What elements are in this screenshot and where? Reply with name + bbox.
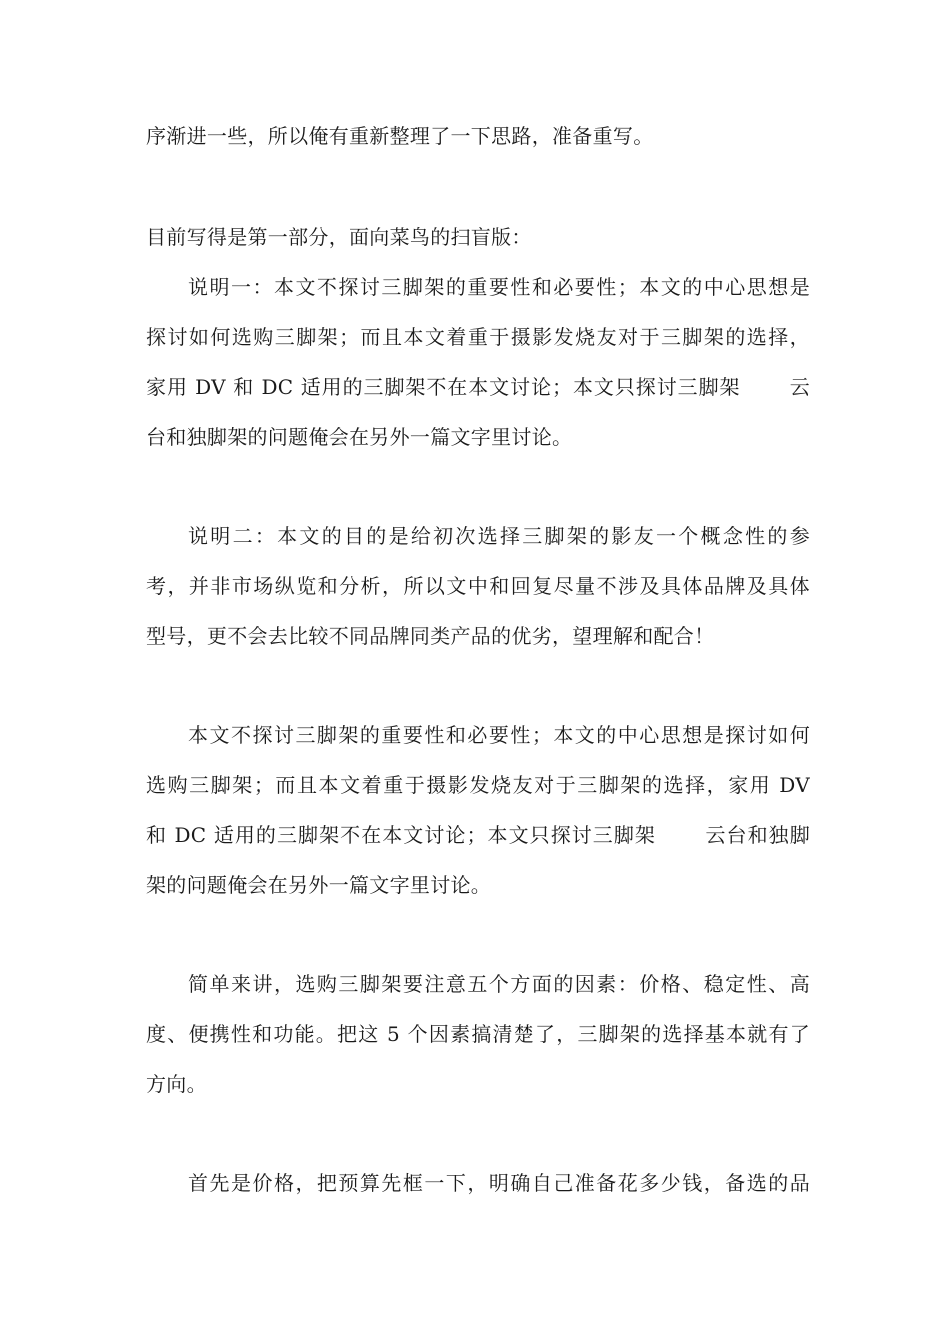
text-line: 家用 DV 和 DC 适用的三脚架不在本文讨论；本文只探讨三脚架 云 [146,375,810,399]
text-line: 简单来讲，选购三脚架要注意五个方面的因素：价格、稳定性、高 [188,972,810,996]
text-line: 考，并非市场纵览和分析，所以文中和回复尽量不涉及具体品牌及具体 [146,574,810,598]
text-line: 和 DC 适用的三脚架不在本文讨论；本文只探讨三脚架 云台和独脚 [146,823,810,847]
text-line: 说明一：本文不探讨三脚架的重要性和必要性；本文的中心思想是 [188,275,810,299]
text-line: 序渐进一些，所以俺有重新整理了一下思路，准备重写。 [146,124,654,148]
text-line: 目前写得是第一部分，面向菜鸟的扫盲版： [146,225,532,249]
text-line: 本文不探讨三脚架的重要性和必要性；本文的中心思想是探讨如何 [188,723,810,747]
text-line: 度、便携性和功能。把这 5 个因素搞清楚了，三脚架的选择基本就有了 [146,1022,810,1046]
text-line: 首先是价格，把预算先框一下，明确自己准备花多少钱，备选的品 [188,1171,810,1195]
text-line: 型号，更不会去比较不同品牌同类产品的优劣，望理解和配合！ [146,624,715,648]
text-line: 方向。 [146,1072,207,1096]
text-line: 台和独脚架的问题俺会在另外一篇文字里讨论。 [146,425,573,449]
text-line: 说明二：本文的目的是给初次选择三脚架的影友一个概念性的参 [188,524,810,548]
text-line: 选购三脚架；而且本文着重于摄影发烧友对于三脚架的选择，家用 DV [146,773,810,797]
text-line: 探讨如何选购三脚架；而且本文着重于摄影发烧友对于三脚架的选择， [146,325,810,349]
text-line: 架的问题俺会在另外一篇文字里讨论。 [146,873,492,897]
